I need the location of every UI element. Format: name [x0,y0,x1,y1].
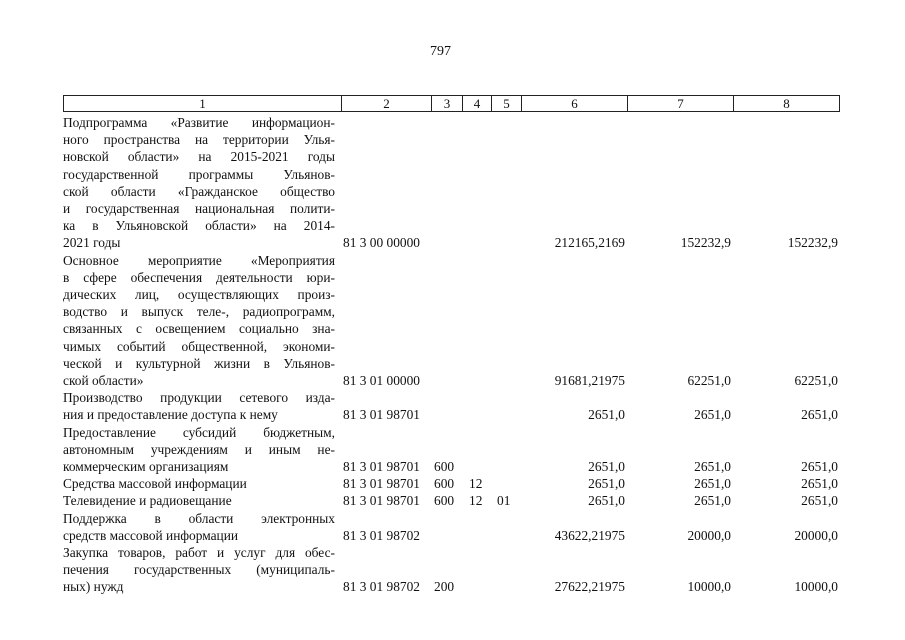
header-col-3: 3 [432,95,463,112]
row-values [63,407,843,424]
amount-2019-cell: 27622,21975 [554,579,625,595]
table-row [63,510,843,544]
amount-2019-cell: 91681,21975 [554,373,625,389]
code-cell: 81 3 01 98701 [343,493,420,509]
amount-2020-cell: 10000,0 [687,579,731,595]
code-cell: 81 3 01 98702 [343,527,420,543]
description-line: средств массовой информации [63,527,239,543]
row-values [63,372,843,389]
amount-2021-cell: 152232,9 [787,235,838,251]
amount-2021-cell: 20000,0 [794,527,838,543]
row-description [63,252,335,390]
description-line: новской области» на 2015-2021 годы [63,149,335,165]
description-line: Средства массовой информации [63,476,247,492]
row-values [63,527,843,544]
code-cell: 81 3 01 98701 [343,476,420,492]
description-line: Поддержка в области электронных [63,510,335,526]
table-row [63,252,843,390]
description-line: ния и предоставление доступа к нему [63,407,278,423]
description-line: и государственная национальная полити- [63,201,335,217]
description-line: коммерческим организациям [63,459,229,475]
description-line: Основное мероприятие «Мероприятия [63,252,335,268]
code-cell: 81 3 01 98701 [343,407,420,423]
table-header-row [63,95,840,112]
description-line: ка в Ульяновской области» на 2014- [63,218,335,234]
table-row [63,475,843,492]
amount-2020-cell: 2651,0 [694,407,731,423]
description-line: печения государственных (муниципаль- [63,562,335,578]
amount-2019-cell: 2651,0 [588,459,625,475]
header-col-2: 2 [342,95,432,112]
description-line: Телевидение и радиовещание [63,493,232,509]
amount-2021-cell: 10000,0 [794,579,838,595]
amount-2021-cell: 2651,0 [801,407,838,423]
amount-2020-cell: 20000,0 [687,527,731,543]
amount-2019-cell: 2651,0 [588,407,625,423]
vr-cell: 600 [434,493,455,509]
header-col-6: 6 [522,95,628,112]
description-line: Подпрограмма «Развитие информацион- [63,115,335,130]
row-values [63,235,843,252]
table-body [63,114,843,596]
table-row [63,424,843,476]
amount-2019-cell: 2651,0 [588,476,625,492]
amount-2020-cell: 2651,0 [694,493,731,509]
amount-2021-cell: 2651,0 [801,459,838,475]
code-cell: 81 3 01 98702 [343,579,420,595]
pr-cell: 01 [497,493,511,509]
row-values [63,458,843,475]
row-description [63,114,335,252]
description-line: дических лиц, осуществляющих произ- [63,287,335,303]
description-line: 2021 годы [63,235,121,251]
table-row [63,544,843,596]
description-line: ного пространства на территории Улья- [63,132,335,148]
amount-2019-cell: 43622,21975 [554,527,625,543]
description-line: Закупка товаров, работ и услуг для обес- [63,545,335,561]
vr-cell: 200 [434,579,455,595]
description-line: чимых событий общественной, экономи- [63,338,335,354]
amount-2021-cell: 62251,0 [794,373,838,389]
row-values [63,493,843,510]
header-col-5: 5 [492,95,522,112]
row-values [63,579,843,596]
table-row [63,389,843,423]
amount-2019-cell: 2651,0 [588,493,625,509]
amount-2021-cell: 2651,0 [801,476,838,492]
vr-cell: 600 [434,476,455,492]
amount-2020-cell: 152232,9 [680,235,731,251]
amount-2020-cell: 2651,0 [694,459,731,475]
table-row [63,114,843,252]
description-line: автономным учреждениям и иным не- [63,441,335,457]
code-cell: 81 3 01 00000 [343,373,420,389]
code-cell: 81 3 01 98701 [343,459,420,475]
description-line: связанных с освещением социально зна- [63,321,335,337]
description-line: ных) нужд [63,579,124,595]
amount-2020-cell: 2651,0 [694,476,731,492]
table-row [63,492,843,509]
rz-cell: 12 [469,476,483,492]
description-line: Предоставление субсидий бюджетным, [63,424,335,440]
header-col-4: 4 [463,95,492,112]
description-line: в сфере обеспечения деятельности юри- [63,269,335,285]
rz-cell: 12 [469,493,483,509]
row-values [63,475,843,492]
header-col-1: 1 [63,95,342,112]
amount-2019-cell: 212165,2169 [554,235,625,251]
vr-cell: 600 [434,459,455,475]
description-line: Производство продукции сетевого изда- [63,390,335,406]
amount-2021-cell: 2651,0 [801,493,838,509]
description-line: ческой и культурной жизни в Ульянов- [63,355,335,371]
header-col-7: 7 [628,95,734,112]
amount-2020-cell: 62251,0 [687,373,731,389]
description-line: водство и выпуск теле-, радиопрограмм, [63,304,335,320]
description-line: ской области» [63,373,144,389]
code-cell: 81 3 00 00000 [343,235,420,251]
header-col-8: 8 [734,95,840,112]
page-number: 797 [430,44,451,59]
description-line: ской области «Гражданское общество [63,183,335,199]
description-line: государственной программы Ульянов- [63,166,335,182]
